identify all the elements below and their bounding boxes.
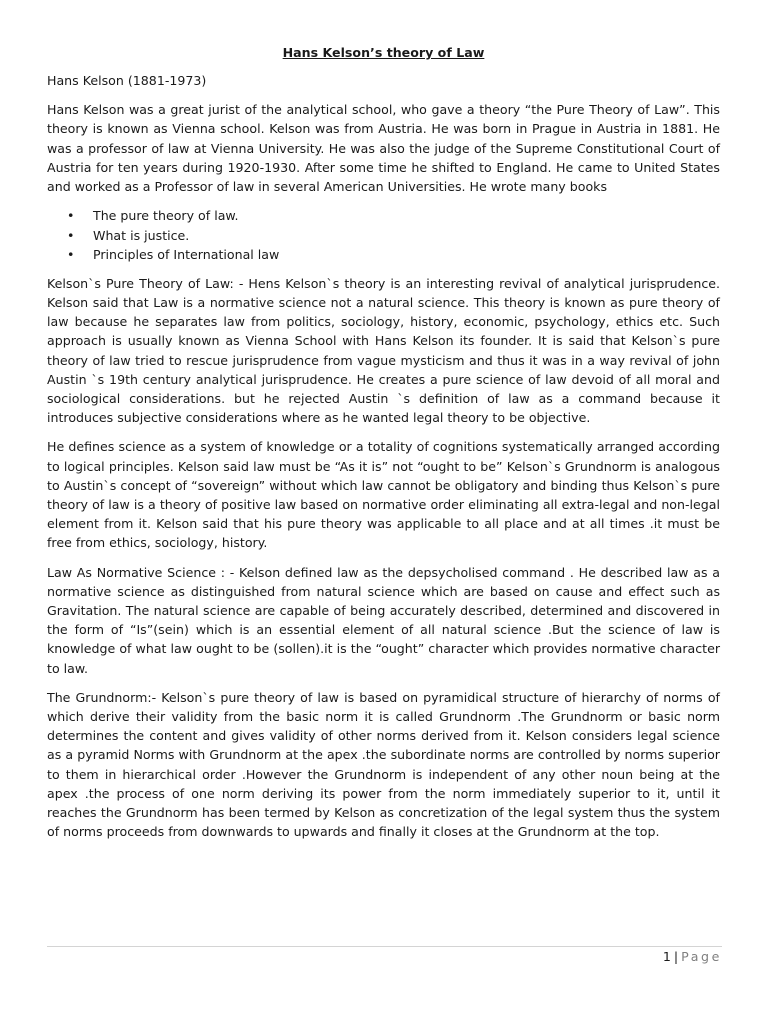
document-title: Hans Kelson’s theory of Law (282, 45, 485, 60)
bullet-icon: • (67, 247, 75, 263)
author-dates: Hans Kelson (1881-1973) (47, 73, 207, 88)
paragraph-pure-theory: Kelson`s Pure Theory of Law: - Hens Kelson`s theory is an interesting revival of analytical jurisprudence. Kelson said that Law is a normative science not a natural science. This theory is known as pure theory of law because he separates law from politics, sociology, history, economic, psychology, ethics etc. Such approach is usually known as Vienna School with Hans Kelson its founder. It is said that Kelson`s pure theory of law tried to rescue jurisprudence from vague mysticism and thus it was in a way revival of john Austin `s 19th century analytical jurisprudence. He creates a pure science of law devoid of all moral and sociological considerations. but he rejected Austin `s definition of law as a command because it introduces subjective considerations where as he wanted legal theory to be objective. (47, 275, 720, 426)
bullet-icon: • (67, 227, 75, 243)
document-body (47, 43, 720, 851)
paragraph-normative-science: Law As Normative Science : - Kelson defined law as the depsycholised command . He described law as a normative science as distinguished from natural science which are based on cause and effect such as Gravitation. The natural science are capable of being accurately described, determined and discovered in the form of “Is”(sein) which is an essential element of all natural science .But the science of law is knowledge of what law ought to be (sollen).it is the “ought” character which provides normative character to law. (47, 564, 720, 676)
books-list (47, 206, 720, 265)
paragraph-grundnorm: The Grundnorm:- Kelson`s pure theory of law is based on pyramidical structure of hierarchy of norms of which derive their validity from the basic norm it is called Grundnorm .The Grundnorm or basic norm determines the content and gives validity of other norms derived from it. Kelson considers legal science as a pyramid Norms with Grundnorm at the apex .the subordinate norms are controlled by norms superior to them in hierarchical order .However the Grundnorm is independent of any other noun being at the apex .the process of one norm deriving its power from the norm immediately superior to it, until it reaches the Grundnorm has been termed by Kelson as concretization of the legal system thus the system of norms proceeds from downwards to upwards and finally it closes at the Grundnorm at the top. (47, 689, 720, 840)
paragraph-science: He defines science as a system of knowledge or a totality of cognitions systematically arranged according to logical principles. Kelson said law must be “As it is” not “ought to be” Kelson`s Grundnorm is analogous to Austin`s concept of “sovereign” without which law cannot be obligatory and binding thus Kelson`s pure theory of law is a theory of positive law based on normative order eliminating all extra-legal and non-legal element from it. Kelson said that his pure theory was applicable to all place and at all times .it must be free from ethics, sociology, history. (47, 439, 720, 551)
paragraph-intro: Hans Kelson was a great jurist of the analytical school, who gave a theory “the Pure Theory of Law”. This theory is known as Vienna school. Kelson was from Austria. He was born in Prague in Austria in 1881. He was a professor of law at Vienna University. He was also the judge of the Supreme Constitutional Court of Austria for ten years during 1920-1930. After some time he shifted to England. He came to United States and worked as a Professor of law in several American Universities. He wrote many books (47, 102, 720, 195)
list-item (47, 226, 720, 246)
bullet-icon: • (67, 208, 75, 224)
list-item (47, 245, 720, 265)
book-title: The pure theory of law. (93, 208, 239, 224)
book-title: Principles of International law (93, 247, 280, 263)
footer-rule (47, 946, 722, 947)
book-title: What is justice. (93, 227, 190, 243)
page-number: 1 (662, 949, 671, 964)
footer-separator: | (673, 949, 679, 964)
page-footer (663, 948, 722, 966)
list-item (47, 206, 720, 226)
page-label: Page (681, 949, 722, 964)
